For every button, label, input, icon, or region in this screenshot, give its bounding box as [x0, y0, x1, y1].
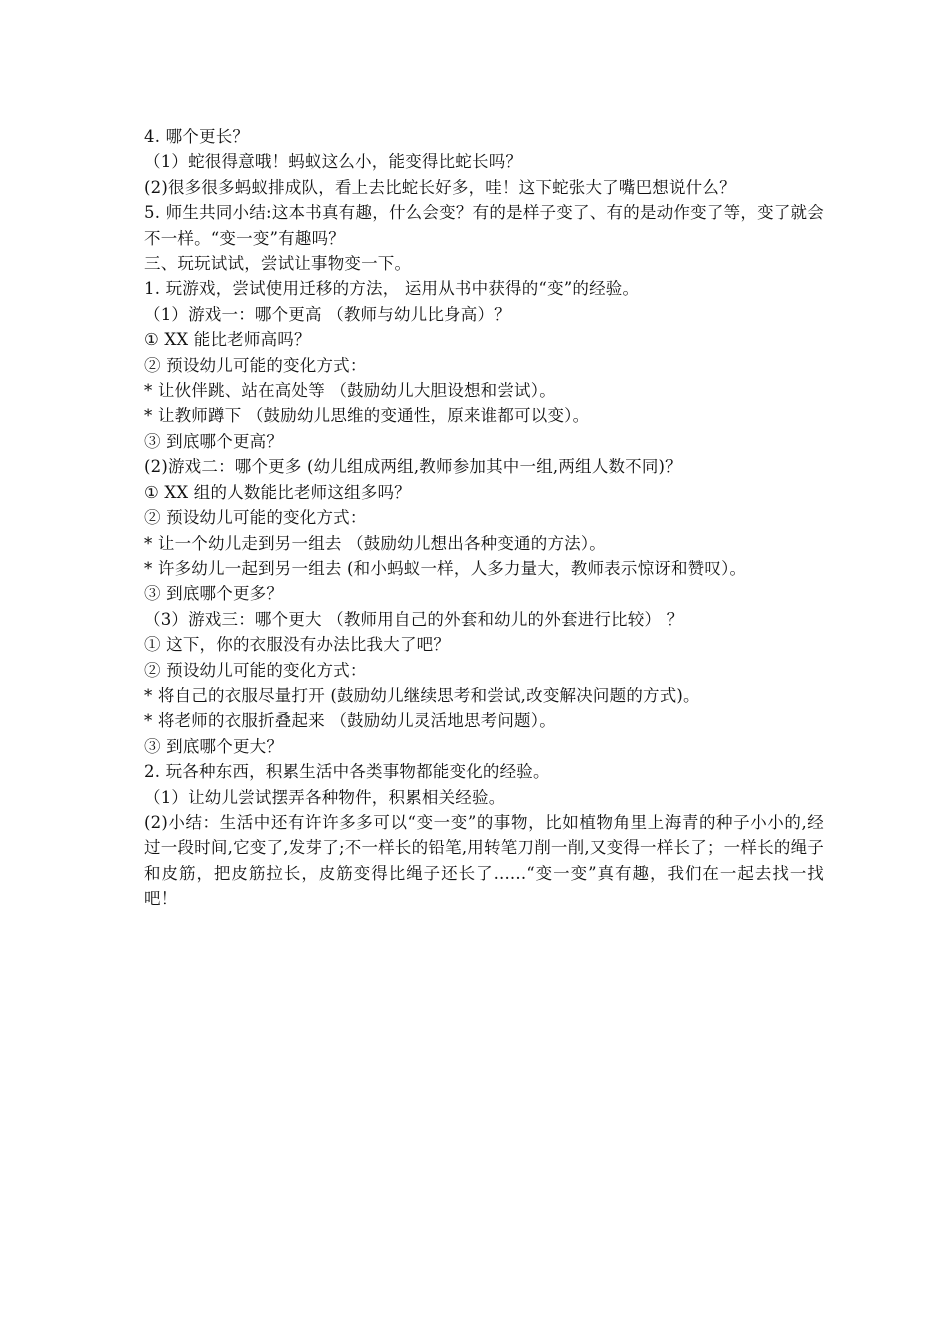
- text-line: 2. 玩各种东西，积累生活中各类事物都能变化的经验。: [144, 762, 550, 782]
- text-line: ② 预设幼儿可能的变化方式：: [144, 355, 367, 375]
- text-line: * 将自己的衣服尽量打开 (鼓励幼儿继续思考和尝试,改变解决问题的方式)。: [144, 685, 700, 705]
- text-paragraph: * 许多幼儿一起到另一组去 (和小蚂蚁一样，人多力量大，教师表示惊讶和赞叹）。: [144, 558, 747, 578]
- text-line: ① 这下，你的衣服没有办法比我大了吧？: [144, 635, 451, 655]
- text-line: （3）游戏三：哪个更大 （教师用自己的外套和幼儿的外套进行比较） ？: [144, 609, 684, 629]
- text-line: ③ 到底哪个更大？: [144, 736, 284, 756]
- text-line: * 让教师蹲下 （鼓励幼儿思维的变通性，原来谁都可以变）。: [144, 406, 590, 426]
- section-heading: 三、玩玩试试，尝试让事物变一下。: [144, 254, 412, 274]
- text-line: 1. 玩游戏，尝试使用迁移的方法， 运用从书中获得的“变”的经验。: [144, 279, 640, 299]
- text-line: （1）游戏一：哪个更高 （教师与幼儿比身高）？: [144, 304, 511, 324]
- text-paragraph: (2)很多很多蚂蚁排成队，看上去比蛇长好多，哇！这下蛇张大了嘴巴想说什么？: [144, 177, 736, 197]
- text-line: ② 预设幼儿可能的变化方式：: [144, 508, 367, 528]
- text-paragraph: (2)小结：生活中还有许许多多可以“变一变”的事物，比如植物角里上海青的种子小小的,经过一段时间,它变了,发芽了;不一样长的铅笔,用转笔刀削一削,又变得一样长了；一样长的绳子和皮筋，把皮筋拉长，皮筋变得比绳子还长了......“变一变”真有趣，我们在一起去找一找吧！: [144, 812, 824, 909]
- text-line: ③ 到底哪个更多？: [144, 584, 284, 604]
- text-line: ① XX 组的人数能比老师这组多吗？: [144, 482, 411, 502]
- text-line: （1）让幼儿尝试摆弄各种物件，积累相关经验。: [144, 787, 506, 807]
- text-line: * 让伙伴跳、站在高处等 （鼓励幼儿大胆设想和尝试）。: [144, 381, 556, 401]
- text-line: ② 预设幼儿可能的变化方式：: [144, 660, 367, 680]
- text-line: （1）蛇很得意哦！蚂蚁这么小，能变得比蛇长吗？: [144, 152, 523, 172]
- text-line: * 让一个幼儿走到另一组去 （鼓励幼儿想出各种变通的方法）。: [144, 533, 606, 553]
- text-line: ① XX 能比老师高吗？: [144, 330, 311, 350]
- text-line: ③ 到底哪个更高？: [144, 431, 284, 451]
- text-line: 4. 哪个更长？: [144, 127, 250, 146]
- text-paragraph: 5. 师生共同小结:这本书真有趣，什么会变？有的是样子变了、有的是动作变了等，变了就会不一样。“变一变”有趣吗？: [144, 203, 824, 248]
- text-line: (2)游戏二：哪个更多 (幼儿组成两组,教师参加其中一组,两组人数不同)？: [144, 457, 682, 477]
- text-line: * 将老师的衣服折叠起来 （鼓励幼儿灵活地思考问题）。: [144, 711, 556, 731]
- document-body: [144, 124, 824, 912]
